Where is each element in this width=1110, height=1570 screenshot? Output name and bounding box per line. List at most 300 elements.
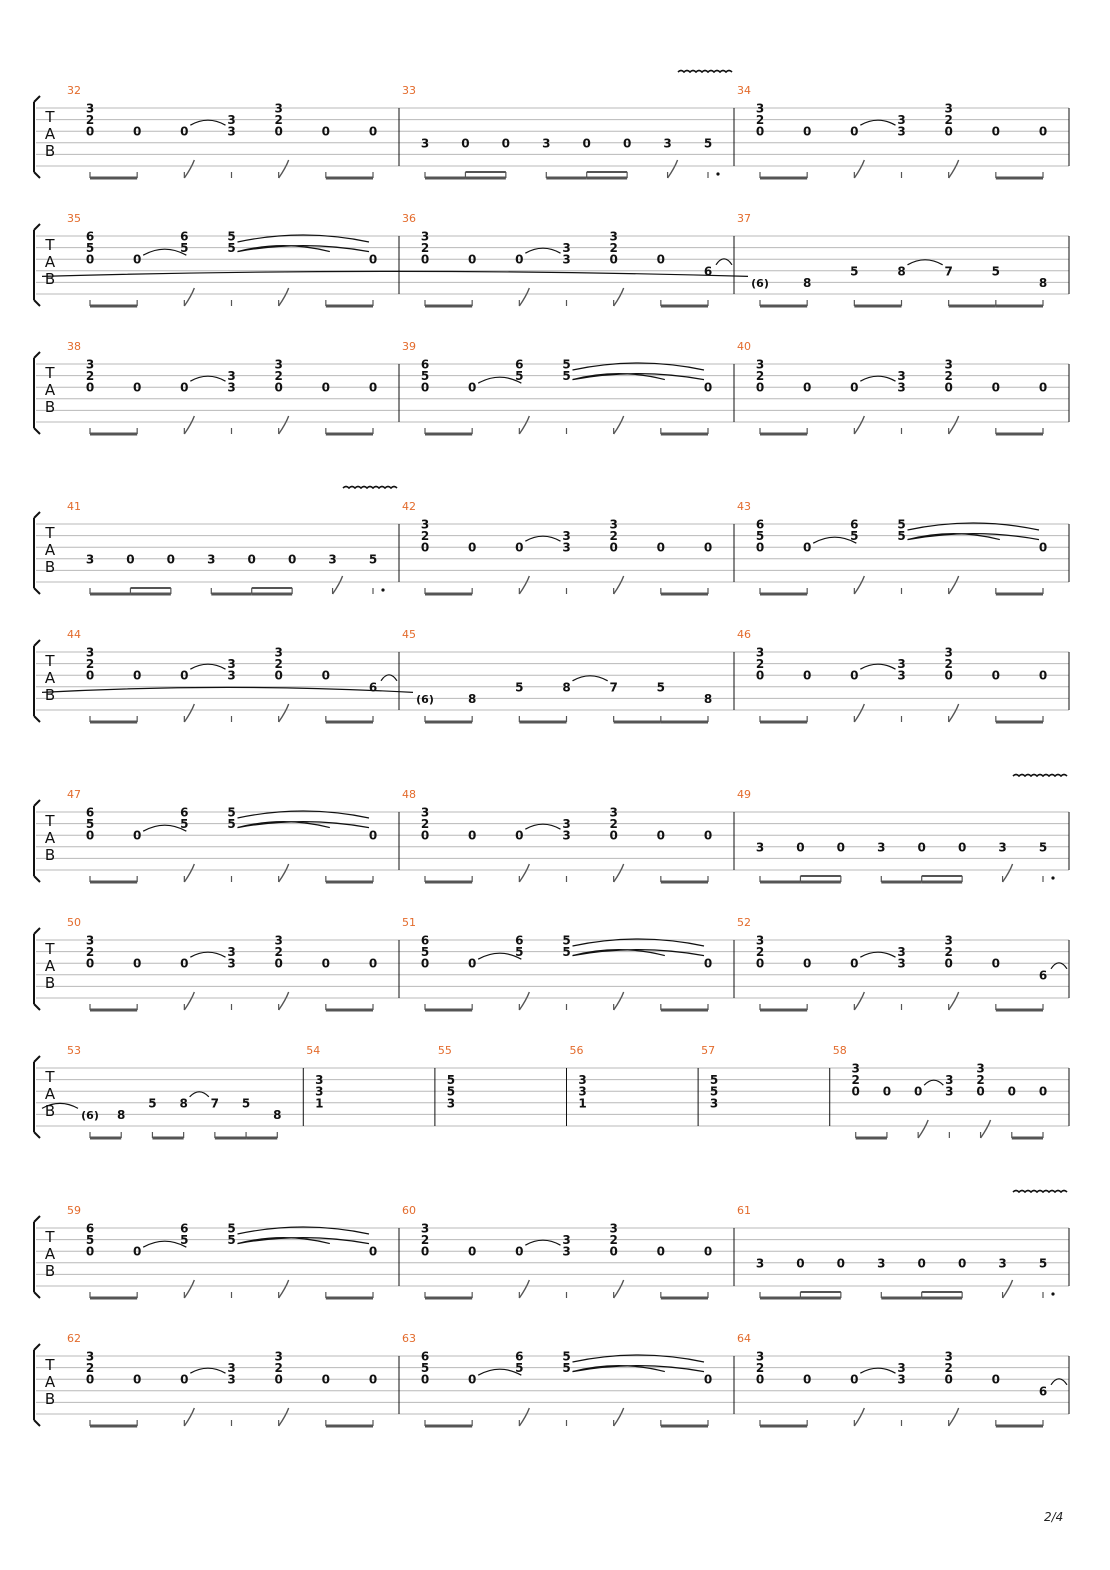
tab-note <box>614 416 624 434</box>
fret-number: 5 <box>562 933 571 948</box>
fret-number: 3 <box>274 933 283 948</box>
fret-number: 2 <box>944 369 953 384</box>
measure-number: 64 <box>737 1332 751 1345</box>
fret-number: 3 <box>945 1073 954 1088</box>
tab-note <box>609 230 623 307</box>
tab-system <box>34 628 1069 722</box>
tab-note <box>274 1350 288 1427</box>
tab-note <box>515 1240 560 1298</box>
note-flag <box>279 704 289 722</box>
note-flag <box>184 288 194 306</box>
tab-note <box>447 1073 455 1110</box>
measure-number: 33 <box>402 84 416 97</box>
fret-number: 2 <box>420 241 430 256</box>
fret-number: 3 <box>897 124 906 139</box>
tab-note <box>992 669 1043 722</box>
fret-number: 0 <box>85 252 95 267</box>
tie-arc <box>525 1240 560 1245</box>
fret-number: 0 <box>944 1372 953 1387</box>
tie-arc <box>190 376 225 381</box>
vibrato-mark <box>1013 1191 1067 1193</box>
note-flag <box>854 992 864 1010</box>
fret-number: 3 <box>755 1256 765 1271</box>
fret-number: 8 <box>467 691 477 706</box>
tab-clef-letter: T <box>45 652 55 670</box>
tab-note <box>803 381 811 434</box>
measure-number: 53 <box>67 1044 81 1057</box>
tie-arc <box>42 271 748 276</box>
tab-clef-letter: T <box>45 1228 55 1246</box>
tie-arc <box>908 260 943 265</box>
tab-note <box>992 1373 1043 1426</box>
fret-number: 0 <box>321 380 331 395</box>
fret-number: 0 <box>703 380 713 395</box>
fret-number: 0 <box>991 1372 1001 1387</box>
tab-note <box>944 358 958 435</box>
measure-number: 34 <box>737 84 751 97</box>
measure-number: 45 <box>402 628 416 641</box>
fret-number: 2 <box>944 113 953 128</box>
note-flag <box>614 992 624 1010</box>
fret-number: 0 <box>180 124 189 139</box>
fret-number: 3 <box>85 357 95 372</box>
tab-note <box>710 1073 718 1110</box>
fret-number: 5 <box>755 529 765 544</box>
fret-number: 3 <box>897 1372 906 1387</box>
tab-note <box>322 957 373 1010</box>
fret-number: 6 <box>85 805 95 820</box>
fret-number: 0 <box>944 668 953 683</box>
tab-note <box>704 1373 712 1426</box>
tab-note <box>180 120 225 178</box>
tie-arc <box>1051 1379 1067 1385</box>
tab-clef-letter: T <box>45 364 55 382</box>
measure-number: 48 <box>402 788 416 801</box>
fret-number: 7 <box>944 264 953 279</box>
fret-number: 0 <box>368 124 378 139</box>
fret-number: 0 <box>368 1372 378 1387</box>
fret-number: 6 <box>1038 1384 1048 1399</box>
tie-arc <box>860 664 895 669</box>
dot-mark <box>1051 876 1054 879</box>
fret-number: 3 <box>755 101 765 116</box>
fret-number: 5 <box>85 817 95 832</box>
tab-note <box>468 829 476 882</box>
fret-number: 3 <box>897 369 906 384</box>
fret-number: 8 <box>179 1096 188 1111</box>
fret-number: 0 <box>132 668 142 683</box>
fret-number: 0 <box>85 956 95 971</box>
measure-number: 55 <box>437 1044 452 1057</box>
note-flag <box>519 576 529 594</box>
fret-number: 0 <box>755 380 765 395</box>
tab-clef-letter: B <box>44 686 56 704</box>
fret-number: 3 <box>85 101 95 116</box>
fret-number: 3 <box>227 369 236 384</box>
tab-note <box>274 934 288 1011</box>
fret-number: 3 <box>446 1096 456 1111</box>
fret-number: 0 <box>321 124 331 139</box>
fret-number: 0 <box>802 1372 812 1387</box>
measure-number: 63 <box>402 1332 416 1345</box>
tab-note <box>850 664 895 722</box>
tab-clef-letter: B <box>44 398 56 416</box>
fret-number: 5 <box>562 369 571 384</box>
tab-note <box>180 230 194 307</box>
tab-note <box>468 692 476 722</box>
fret-number: 0 <box>755 668 765 683</box>
fret-number: 0 <box>944 124 953 139</box>
note-flag <box>614 288 624 306</box>
measure-number: 49 <box>737 788 751 801</box>
fret-number: 5 <box>1038 840 1048 855</box>
tab-system <box>34 212 1069 306</box>
fret-number: 6 <box>515 933 524 948</box>
fret-number: 3 <box>755 1349 765 1364</box>
tab-note <box>803 1373 811 1426</box>
fret-number: 5 <box>368 552 378 567</box>
tab-note <box>227 657 235 722</box>
fret-number: 3 <box>944 933 953 948</box>
tab-system <box>34 1332 1069 1426</box>
tab-note <box>609 806 623 883</box>
fret-number: 3 <box>315 1073 324 1088</box>
fret-number: 0 <box>802 124 812 139</box>
fret-number: 8 <box>802 275 812 290</box>
tab-clef-letter: B <box>44 1390 56 1408</box>
fret-number: 0 <box>467 828 477 843</box>
tab-note <box>562 529 570 594</box>
tab-note <box>803 125 811 178</box>
note-flag <box>614 864 624 882</box>
measure-number: 61 <box>737 1204 751 1217</box>
note-flag <box>854 576 864 594</box>
fret-number: 0 <box>836 1256 846 1271</box>
tab-note <box>86 358 137 435</box>
fret-number: 3 <box>609 805 618 820</box>
fret-number: 3 <box>609 1221 618 1236</box>
tab-note <box>81 1109 121 1138</box>
tab-note <box>227 369 235 434</box>
fret-number: 3 <box>227 380 236 395</box>
note-flag <box>1003 1280 1013 1298</box>
dot-mark <box>381 588 384 591</box>
fret-number: 0 <box>582 136 591 151</box>
fret-number: 3 <box>227 668 236 683</box>
fret-number: 0 <box>467 956 477 971</box>
fret-number: 2 <box>755 113 765 128</box>
fret-number: 5 <box>562 1349 571 1364</box>
tab-note <box>756 518 807 595</box>
fret-number: 0 <box>656 1244 666 1259</box>
measure-number: 58 <box>832 1044 847 1057</box>
fret-number: 0 <box>944 380 953 395</box>
tie-arc <box>860 1368 895 1373</box>
fret-number: 0 <box>944 956 953 971</box>
fret-number: 3 <box>227 113 236 128</box>
tie-arc <box>190 1092 209 1097</box>
tab-note <box>1039 381 1047 434</box>
tab-note <box>756 934 807 1011</box>
fret-number: 0 <box>991 124 1001 139</box>
tab-note <box>562 934 704 1011</box>
fret-number: 3 <box>420 136 430 151</box>
fret-number: 3 <box>578 1084 587 1099</box>
tab-note <box>996 588 1043 594</box>
tab-note <box>704 692 712 722</box>
tab-clef-letter: T <box>45 236 55 254</box>
tab-note <box>657 541 708 594</box>
fret-number: 0 <box>802 380 812 395</box>
fret-number: 0 <box>368 828 378 843</box>
tab-note <box>133 957 141 1010</box>
tab-note <box>515 536 560 594</box>
fret-number: 3 <box>897 657 906 672</box>
fret-number: 0 <box>609 540 618 555</box>
fret-number: 3 <box>755 357 765 372</box>
fret-number: 3 <box>998 840 1007 855</box>
tab-note <box>803 669 811 722</box>
fret-number: 0 <box>991 668 1001 683</box>
fret-number: 8 <box>897 264 906 279</box>
tab-note <box>704 957 712 1010</box>
fret-number: 3 <box>897 380 906 395</box>
fret-number: 0 <box>180 956 189 971</box>
tab-note <box>468 541 476 594</box>
fret-number: 6 <box>515 357 524 372</box>
tie-arc <box>924 1080 943 1085</box>
fret-number: 2 <box>755 945 765 960</box>
note-flag <box>184 864 194 882</box>
fret-number: 3 <box>274 357 283 372</box>
fret-number: 3 <box>755 840 765 855</box>
fret-number: 0 <box>368 380 378 395</box>
fret-number: 3 <box>420 517 430 532</box>
tab-note <box>852 1062 887 1139</box>
fret-number: 0 <box>180 380 189 395</box>
tab-note <box>133 669 141 722</box>
fret-number: 8 <box>703 691 713 706</box>
tab-note <box>614 1408 624 1426</box>
tab-note <box>133 1373 141 1426</box>
fret-number: 0 <box>755 124 765 139</box>
fret-number: 0 <box>420 540 430 555</box>
fret-number: 0 <box>836 840 846 855</box>
tab-note <box>468 1245 476 1298</box>
fret-number: 3 <box>562 252 571 267</box>
note-flag <box>279 160 289 178</box>
tab-note <box>421 1350 472 1427</box>
fret-number: 7 <box>609 680 618 695</box>
fret-number: 0 <box>850 380 859 395</box>
tab-note <box>944 102 958 179</box>
fret-number: 5 <box>703 136 713 151</box>
tab-note <box>227 1222 369 1299</box>
tab-note <box>897 369 905 434</box>
tab-note <box>614 992 624 1010</box>
fret-number: 6 <box>420 357 430 372</box>
note-flag <box>519 1408 529 1426</box>
note-flag <box>949 416 959 434</box>
tie-arc <box>190 664 225 669</box>
tab-note <box>850 1368 895 1426</box>
fret-number: 6 <box>368 680 378 695</box>
tab-note <box>1039 276 1047 306</box>
tab-note <box>326 876 373 882</box>
note-flag <box>519 864 529 882</box>
fret-number: 0 <box>420 252 430 267</box>
tab-note <box>369 957 377 1010</box>
tab-note <box>279 288 289 306</box>
fret-number: 2 <box>420 1233 430 1248</box>
fret-number: 7 <box>210 1096 220 1111</box>
measure-number: 44 <box>67 628 81 641</box>
tab-note <box>322 381 373 434</box>
fret-number: 2 <box>85 657 95 672</box>
fret-number: 3 <box>562 817 571 832</box>
tab-note <box>326 1292 373 1298</box>
tab-note <box>850 376 895 434</box>
fret-number: 3 <box>85 552 95 567</box>
fret-number: 6 <box>180 805 189 820</box>
fret-number: 0 <box>882 1084 892 1099</box>
tab-note <box>562 817 570 882</box>
fret-number: 0 <box>420 956 430 971</box>
measure-number: 41 <box>67 500 81 513</box>
tab-clef-letter: A <box>44 381 56 399</box>
fret-number: 5 <box>227 805 236 820</box>
fret-number: 6 <box>420 1349 430 1364</box>
fret-number: 0 <box>976 1084 985 1099</box>
tab-note <box>850 518 864 595</box>
fret-number: 5 <box>420 369 430 384</box>
tab-clef-letter: T <box>45 1068 55 1086</box>
tab-note <box>86 102 137 179</box>
fret-number: 0 <box>321 956 331 971</box>
fret-number: 0 <box>656 252 666 267</box>
fret-number: 0 <box>850 124 859 139</box>
fret-number: 0 <box>368 1244 378 1259</box>
tab-note <box>1039 541 1047 594</box>
tab-note <box>756 358 807 435</box>
note-flag <box>668 160 678 178</box>
fret-number: 0 <box>851 1084 860 1099</box>
tie-arc <box>860 120 895 125</box>
fret-number: 0 <box>368 956 378 971</box>
fret-number: 0 <box>991 956 1001 971</box>
fret-number: 0 <box>957 840 967 855</box>
tab-note <box>86 1222 137 1299</box>
fret-number: 3 <box>976 1061 985 1076</box>
fret-number: 6 <box>180 1221 189 1236</box>
fret-number: 6 <box>85 229 95 244</box>
fret-number: 6 <box>1038 968 1048 983</box>
fret-number: 0 <box>132 956 142 971</box>
fret-number: 0 <box>703 1372 713 1387</box>
fret-number: 3 <box>755 645 765 660</box>
tab-note <box>421 934 472 1011</box>
tie-arc <box>525 824 560 829</box>
tab-note <box>562 1350 704 1427</box>
fret-number: 0 <box>796 840 805 855</box>
tab-clef-letter: A <box>44 541 56 559</box>
tab-note <box>992 381 1043 434</box>
fret-number: 5 <box>227 241 236 256</box>
note-flag <box>949 992 959 1010</box>
measure-number: 51 <box>402 916 416 929</box>
fret-number: 3 <box>578 1073 587 1088</box>
fret-number: 3 <box>315 1084 324 1099</box>
fret-number: 0 <box>180 1372 189 1387</box>
note-flag <box>614 1408 624 1426</box>
tab-system <box>34 916 1069 1010</box>
fret-number: 0 <box>420 1244 430 1259</box>
fret-number: 3 <box>274 1349 283 1364</box>
fret-number: 0 <box>703 956 713 971</box>
fret-number: 5 <box>709 1084 719 1099</box>
fret-number: 0 <box>467 380 477 395</box>
measure-number: 42 <box>402 500 416 513</box>
fret-number: 3 <box>609 229 618 244</box>
tab-note <box>562 358 704 435</box>
fret-number: 0 <box>501 136 511 151</box>
tie-arc <box>860 952 895 957</box>
fret-number: 5 <box>709 1073 719 1088</box>
tab-note <box>369 381 377 434</box>
fret-number: 5 <box>180 241 189 256</box>
tab-clef-letter: A <box>44 829 56 847</box>
tab-note <box>468 253 476 306</box>
tab-note <box>897 518 1039 595</box>
tab-note <box>468 1369 521 1426</box>
measure <box>734 1191 1067 1299</box>
tie-arc <box>42 687 413 692</box>
measure <box>67 487 397 595</box>
tab-note <box>322 125 373 178</box>
tab-clef-letter: B <box>44 558 56 576</box>
measure-number: 43 <box>737 500 751 513</box>
measure-number: 35 <box>67 212 81 225</box>
fret-number: 5 <box>562 945 571 960</box>
fret-number: 0 <box>274 380 283 395</box>
tab-note <box>803 276 811 306</box>
tab-note <box>609 518 623 595</box>
fret-number: 6 <box>515 1349 524 1364</box>
tab-note <box>992 125 1043 178</box>
fret-number: 3 <box>897 1361 906 1376</box>
tab-note <box>562 241 570 306</box>
fret-number: 3 <box>945 1084 954 1099</box>
fret-number: 3 <box>897 945 906 960</box>
fret-number: 2 <box>944 945 953 960</box>
fret-number: 5 <box>991 264 1001 279</box>
tab-note <box>468 377 521 434</box>
fret-number: 0 <box>126 552 135 567</box>
tab-note <box>661 1004 708 1010</box>
fret-number: 0 <box>802 668 812 683</box>
fret-number: 3 <box>562 828 571 843</box>
tab-note <box>117 1108 125 1138</box>
fret-number: 3 <box>420 1221 430 1236</box>
fret-number: 0 <box>132 252 142 267</box>
note-flag <box>184 416 194 434</box>
fret-number: 0 <box>461 136 470 151</box>
measure-number: 40 <box>737 340 751 353</box>
tab-note <box>704 829 712 882</box>
fret-number: 0 <box>85 380 95 395</box>
fret-number: 2 <box>851 1073 860 1088</box>
fret-number: 3 <box>877 840 886 855</box>
